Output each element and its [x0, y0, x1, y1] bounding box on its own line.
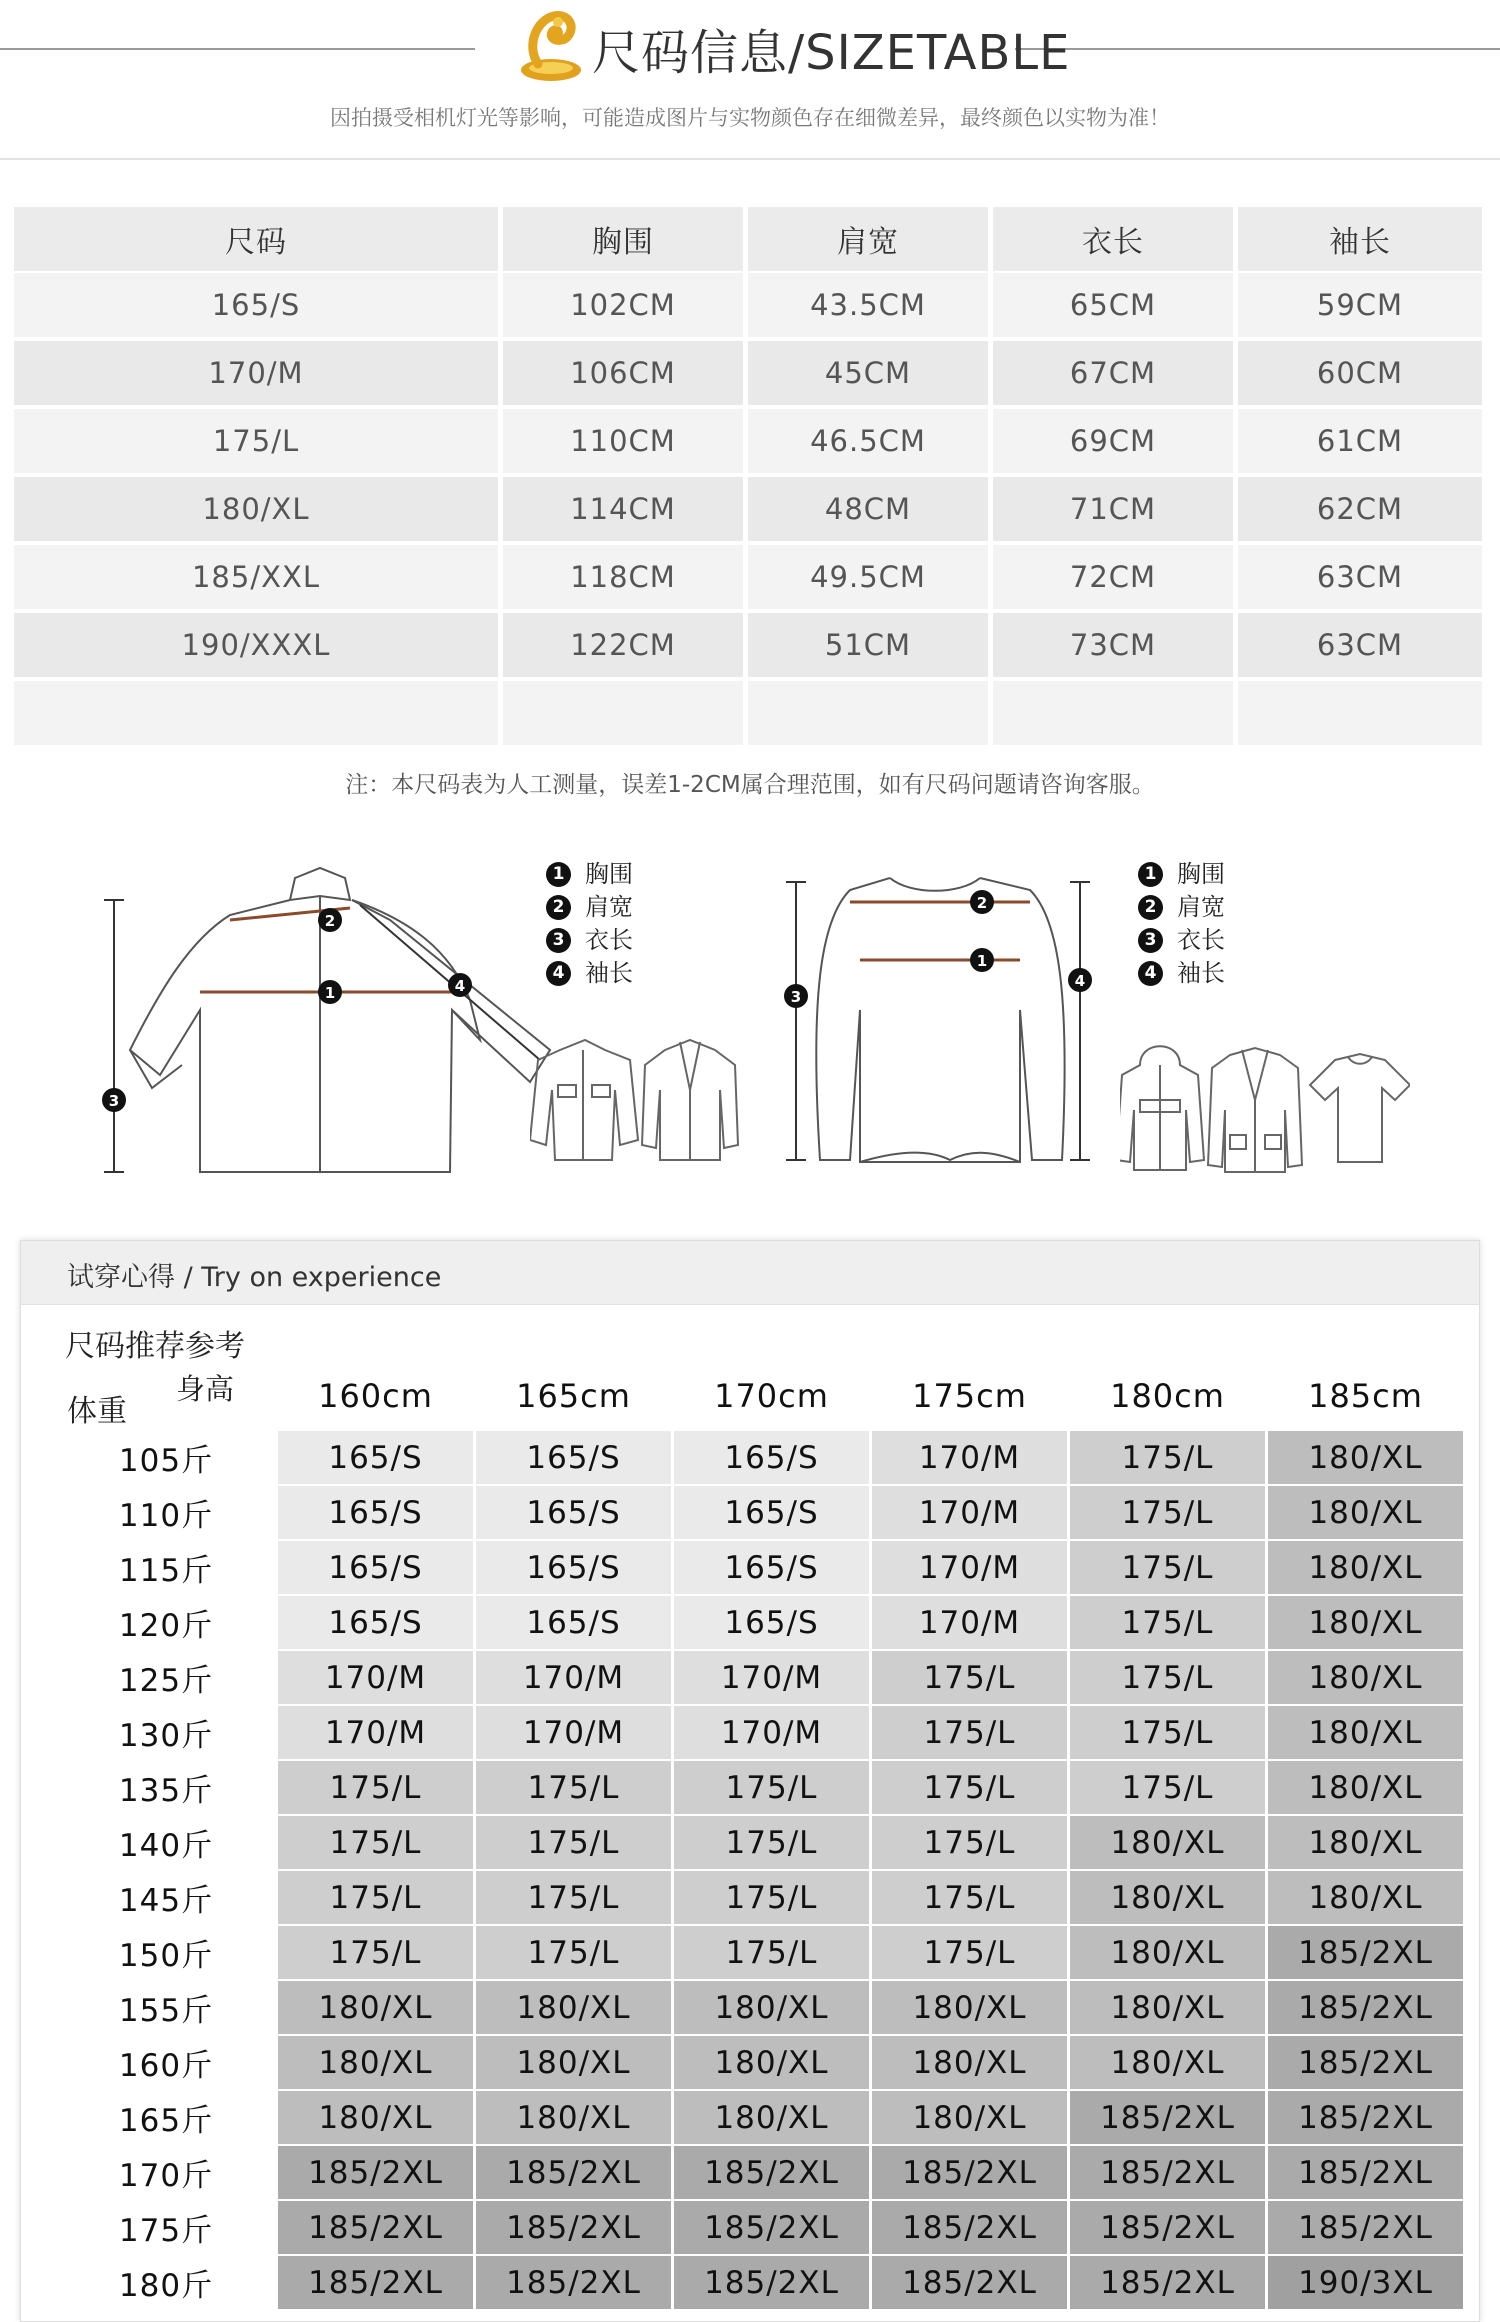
legend-item: [546, 891, 633, 924]
svg-text:3: 3: [108, 1092, 120, 1110]
size-cell: 175/L: [872, 1816, 1067, 1869]
legend-label: 衣长: [585, 926, 633, 954]
column-header: 衣长: [993, 207, 1233, 271]
recommendation-rows: [57, 1431, 1463, 2311]
size-cell: 185/2XL: [674, 2256, 869, 2309]
size-cell: 175/L: [872, 1871, 1067, 1924]
size-cell: 175/L: [872, 1761, 1067, 1814]
table-row: [57, 1651, 1463, 1706]
legend-item: [546, 858, 633, 891]
svg-text:4: 4: [454, 977, 466, 995]
column-header: 肩宽: [748, 207, 988, 271]
size-cell: 180/XL: [278, 2091, 473, 2144]
size-cell: 175/L: [476, 1761, 671, 1814]
legend-label: 胸围: [1177, 860, 1225, 888]
table-cell: 61CM: [1238, 409, 1482, 473]
size-cell: 190/3XL: [1268, 2256, 1463, 2309]
size-cell: 180/XL: [1268, 1871, 1463, 1924]
svg-text:4: 4: [1074, 972, 1086, 990]
legend-item: [546, 957, 633, 990]
table-cell-empty: [14, 681, 498, 745]
size-cell: 170/M: [872, 1596, 1067, 1649]
size-table: [14, 207, 1482, 749]
table-cell: 122CM: [503, 613, 743, 677]
column-header: 尺码: [14, 207, 498, 271]
table-cell: 48CM: [748, 477, 988, 541]
table-cell: 102CM: [503, 273, 743, 337]
weight-label: 175斤: [57, 2201, 275, 2254]
size-cell: 175/L: [278, 1926, 473, 1979]
table-cell: 118CM: [503, 545, 743, 609]
table-row: [57, 1486, 1463, 1541]
table-cell: 110CM: [503, 409, 743, 473]
weight-label: 130斤: [57, 1706, 275, 1759]
table-row: [14, 545, 1482, 613]
shirt-outline-icon: [90, 860, 560, 1180]
size-cell: 175/L: [278, 1816, 473, 1869]
size-cell: 165/S: [674, 1431, 869, 1484]
sweater-diagram-legend: [1138, 858, 1225, 990]
table-row: [14, 273, 1482, 341]
legend-label: 袖长: [1177, 959, 1225, 987]
shirt-diagram-legend: [546, 858, 633, 990]
weight-label: 170斤: [57, 2146, 275, 2199]
table-cell: 106CM: [503, 341, 743, 405]
table-cell: 63CM: [1238, 613, 1482, 677]
size-cell: 170/M: [278, 1706, 473, 1759]
page-title: 尺码信息/SIZETABLE: [592, 25, 1071, 81]
size-cell: 165/S: [278, 1541, 473, 1594]
size-cell: 185/2XL: [872, 2146, 1067, 2199]
size-cell: 185/2XL: [872, 2256, 1067, 2309]
table-cell: 165/S: [14, 273, 498, 337]
size-cell: 185/2XL: [1268, 1981, 1463, 2034]
shirt-measurement-diagram: [90, 860, 560, 1180]
weight-axis-label: 体重: [67, 1394, 127, 1429]
size-cell: 165/S: [674, 1596, 869, 1649]
size-cell: 185/2XL: [1268, 2036, 1463, 2089]
size-cell: 180/XL: [1268, 1706, 1463, 1759]
table-cell: 190/XXXL: [14, 613, 498, 677]
height-header: 165cm: [516, 1376, 631, 1415]
header-separator: [0, 158, 1500, 160]
height-header: 185cm: [1308, 1376, 1423, 1415]
table-cell: 73CM: [993, 613, 1233, 677]
number-one-icon: 1: [1138, 862, 1163, 887]
size-cell: 165/S: [674, 1486, 869, 1539]
legend-label: 胸围: [585, 860, 633, 888]
size-cell: 170/M: [674, 1651, 869, 1704]
legend-item: [1138, 891, 1225, 924]
size-cell: 185/2XL: [1070, 2091, 1265, 2144]
size-cell: 170/M: [476, 1706, 671, 1759]
size-cell: 175/L: [674, 1926, 869, 1979]
table-row: [57, 2256, 1463, 2311]
table-cell: 45CM: [748, 341, 988, 405]
table-row: [14, 341, 1482, 409]
size-cell: 180/XL: [1070, 1816, 1265, 1869]
table-cell: 62CM: [1238, 477, 1482, 541]
svg-text:2: 2: [324, 912, 336, 930]
size-cell: 175/L: [1070, 1431, 1265, 1484]
height-header: 180cm: [1110, 1376, 1225, 1415]
table-row: [14, 477, 1482, 545]
table-row: [57, 1816, 1463, 1871]
weight-label: 150斤: [57, 1926, 275, 1979]
size-cell: 175/L: [872, 1706, 1067, 1759]
size-cell: 170/M: [476, 1651, 671, 1704]
table-cell: 60CM: [1238, 341, 1482, 405]
size-cell: 165/S: [476, 1596, 671, 1649]
legend-label: 肩宽: [585, 893, 633, 921]
size-cell: 185/2XL: [476, 2256, 671, 2309]
size-cell: 180/XL: [278, 1981, 473, 2034]
header-divider-right: [1015, 48, 1500, 50]
size-recommendation-grid: [57, 1369, 1463, 2311]
table-row: [57, 2146, 1463, 2201]
size-cell: 180/XL: [674, 2091, 869, 2144]
size-cell: 180/XL: [872, 2091, 1067, 2144]
table-cell: 69CM: [993, 409, 1233, 473]
table-cell-empty: [503, 681, 743, 745]
table-row: [57, 1431, 1463, 1486]
table-cell: 46.5CM: [748, 409, 988, 473]
table-row: [57, 1871, 1463, 1926]
brand-logo-icon: [518, 6, 584, 84]
table-row: [14, 409, 1482, 477]
size-cell: 185/2XL: [476, 2201, 671, 2254]
size-cell: 180/XL: [1268, 1816, 1463, 1869]
size-table-header: [14, 207, 1482, 273]
table-row: [57, 1761, 1463, 1816]
table-cell: 51CM: [748, 613, 988, 677]
size-cell: 175/L: [476, 1816, 671, 1869]
legend-item: [1138, 957, 1225, 990]
table-row: [57, 1706, 1463, 1761]
size-cell: 180/XL: [1070, 2036, 1265, 2089]
table-cell: 49.5CM: [748, 545, 988, 609]
size-cell: 185/2XL: [476, 2146, 671, 2199]
size-cell: 185/2XL: [1070, 2201, 1265, 2254]
size-cell: 185/2XL: [872, 2201, 1067, 2254]
garment-icons: [1120, 1040, 1410, 1175]
size-cell: 180/XL: [476, 1981, 671, 2034]
size-cell: 175/L: [476, 1871, 671, 1924]
table-row: [57, 1926, 1463, 1981]
number-four-icon: 4: [1138, 961, 1163, 986]
number-one-icon: 1: [546, 862, 571, 887]
header-divider-left: [0, 48, 475, 50]
size-cell: 175/L: [674, 1816, 869, 1869]
number-three-icon: 3: [1138, 928, 1163, 953]
number-two-icon: 2: [546, 895, 571, 920]
table-cell: 67CM: [993, 341, 1233, 405]
corner-cell: [57, 1369, 275, 1422]
size-cell: 180/XL: [1268, 1761, 1463, 1814]
table-row: [57, 1981, 1463, 2036]
size-cell: 170/M: [872, 1431, 1067, 1484]
size-cell: 165/S: [476, 1431, 671, 1484]
jacket-icons: [530, 1030, 740, 1170]
hoodie-cardigan-tshirt-icon: [1120, 1040, 1410, 1175]
size-cell: 165/S: [278, 1596, 473, 1649]
measurement-note: 注：本尺码表为人工测量，误差1-2CM属合理范围，如有尺码问题请咨询客服。: [345, 772, 1155, 798]
size-cell: 180/XL: [872, 1981, 1067, 2034]
size-cell: 170/M: [278, 1651, 473, 1704]
size-cell: 180/XL: [278, 2036, 473, 2089]
size-cell: 185/2XL: [278, 2146, 473, 2199]
size-cell: 175/L: [1070, 1596, 1265, 1649]
size-cell: 170/M: [674, 1706, 869, 1759]
table-cell: 170/M: [14, 341, 498, 405]
height-header-row: [57, 1369, 1463, 1431]
size-cell: 185/2XL: [1268, 2146, 1463, 2199]
legend-label: 衣长: [1177, 926, 1225, 954]
size-cell: 170/M: [872, 1541, 1067, 1594]
size-cell: 165/S: [476, 1486, 671, 1539]
weight-label: 115斤: [57, 1541, 275, 1594]
size-cell: 175/L: [1070, 1651, 1265, 1704]
size-cell: 165/S: [674, 1541, 869, 1594]
table-cell-empty: [993, 681, 1233, 745]
size-cell: 185/2XL: [278, 2201, 473, 2254]
table-cell: 65CM: [993, 273, 1233, 337]
size-cell: 185/2XL: [1070, 2256, 1265, 2309]
legend-item: [1138, 858, 1225, 891]
size-cell: 175/L: [1070, 1706, 1265, 1759]
size-recommendation-subtitle: 尺码推荐参考: [65, 1329, 245, 1364]
size-cell: 175/L: [476, 1926, 671, 1979]
size-cell: 185/2XL: [278, 2256, 473, 2309]
size-cell: 170/M: [872, 1486, 1067, 1539]
table-cell: 43.5CM: [748, 273, 988, 337]
table-cell: 180/XL: [14, 477, 498, 541]
size-cell: 185/2XL: [1070, 2146, 1265, 2199]
number-three-icon: 3: [546, 928, 571, 953]
table-cell: 72CM: [993, 545, 1233, 609]
table-cell: 114CM: [503, 477, 743, 541]
size-cell: 180/XL: [1268, 1431, 1463, 1484]
sweater-measurement-diagram: [780, 860, 1110, 1180]
size-cell: 175/L: [674, 1871, 869, 1924]
size-cell: 180/XL: [476, 2036, 671, 2089]
size-cell: 175/L: [278, 1761, 473, 1814]
jacket-and-blazer-icon: [530, 1030, 740, 1170]
size-cell: 180/XL: [1070, 1871, 1265, 1924]
table-cell: 175/L: [14, 409, 498, 473]
size-cell: 180/XL: [1268, 1486, 1463, 1539]
table-row: [57, 1541, 1463, 1596]
size-cell: 185/2XL: [1268, 2201, 1463, 2254]
size-cell: 180/XL: [1070, 1926, 1265, 1979]
color-disclaimer: 因拍摄受相机灯光等影响，可能造成图片与实物颜色存在细微差异，最终颜色以实物为准！: [330, 106, 1170, 130]
size-cell: 165/S: [476, 1541, 671, 1594]
size-cell: 185/2XL: [674, 2201, 869, 2254]
table-cell-empty: [1238, 681, 1482, 745]
size-cell: 175/L: [278, 1871, 473, 1924]
legend-item: [1138, 924, 1225, 957]
table-cell-empty: [748, 681, 988, 745]
table-cell: 59CM: [1238, 273, 1482, 337]
height-header: 175cm: [912, 1376, 1027, 1415]
table-row-empty: [14, 681, 1482, 749]
column-header: 胸围: [503, 207, 743, 271]
table-row: [14, 613, 1482, 681]
size-cell: 180/XL: [476, 2091, 671, 2144]
size-cell: 180/XL: [1070, 1981, 1265, 2034]
try-on-title: 试穿心得 / Try on experience: [67, 1262, 442, 1293]
size-cell: 180/XL: [872, 2036, 1067, 2089]
size-cell: 165/S: [278, 1431, 473, 1484]
height-header: 170cm: [714, 1376, 829, 1415]
table-cell: 71CM: [993, 477, 1233, 541]
table-row: [57, 2201, 1463, 2256]
size-cell: 185/2XL: [1268, 2091, 1463, 2144]
weight-label: 145斤: [57, 1871, 275, 1924]
weight-label: 120斤: [57, 1596, 275, 1649]
weight-label: 135斤: [57, 1761, 275, 1814]
number-four-icon: 4: [546, 961, 571, 986]
weight-label: 110斤: [57, 1486, 275, 1539]
weight-label: 105斤: [57, 1431, 275, 1484]
svg-text:1: 1: [324, 984, 336, 1002]
weight-label: 165斤: [57, 2091, 275, 2144]
svg-text:3: 3: [790, 988, 802, 1006]
sweater-outline-icon: [780, 860, 1110, 1180]
size-cell: 180/XL: [1268, 1651, 1463, 1704]
page-header: [0, 0, 1500, 160]
column-header: 袖长: [1238, 207, 1482, 271]
size-cell: 180/XL: [1268, 1541, 1463, 1594]
size-cell: 175/L: [1070, 1486, 1265, 1539]
table-cell: 63CM: [1238, 545, 1482, 609]
weight-label: 180斤: [57, 2256, 275, 2309]
height-header: 160cm: [318, 1376, 433, 1415]
table-row: [57, 1596, 1463, 1651]
weight-label: 155斤: [57, 1981, 275, 2034]
table-row: [57, 2036, 1463, 2091]
weight-label: 140斤: [57, 1816, 275, 1869]
try-on-panel: [20, 1240, 1480, 2322]
size-cell: 175/L: [674, 1761, 869, 1814]
size-cell: 185/2XL: [1268, 1926, 1463, 1979]
size-cell: 185/2XL: [674, 2146, 869, 2199]
size-cell: 175/L: [1070, 1761, 1265, 1814]
table-cell: 185/XXL: [14, 545, 498, 609]
size-cell: 165/S: [278, 1486, 473, 1539]
number-two-icon: 2: [1138, 895, 1163, 920]
table-row: [57, 2091, 1463, 2146]
size-cell: 175/L: [872, 1926, 1067, 1979]
size-cell: 175/L: [872, 1651, 1067, 1704]
legend-item: [546, 924, 633, 957]
svg-text:1: 1: [976, 952, 988, 970]
svg-text:2: 2: [976, 894, 988, 912]
height-axis-label: 身高: [176, 1372, 235, 1406]
size-cell: 180/XL: [674, 1981, 869, 2034]
try-on-panel-header: [21, 1241, 1479, 1305]
size-cell: 180/XL: [674, 2036, 869, 2089]
legend-label: 袖长: [585, 959, 633, 987]
legend-label: 肩宽: [1177, 893, 1225, 921]
weight-label: 125斤: [57, 1651, 275, 1704]
size-cell: 175/L: [1070, 1541, 1265, 1594]
size-cell: 180/XL: [1268, 1596, 1463, 1649]
weight-label: 160斤: [57, 2036, 275, 2089]
